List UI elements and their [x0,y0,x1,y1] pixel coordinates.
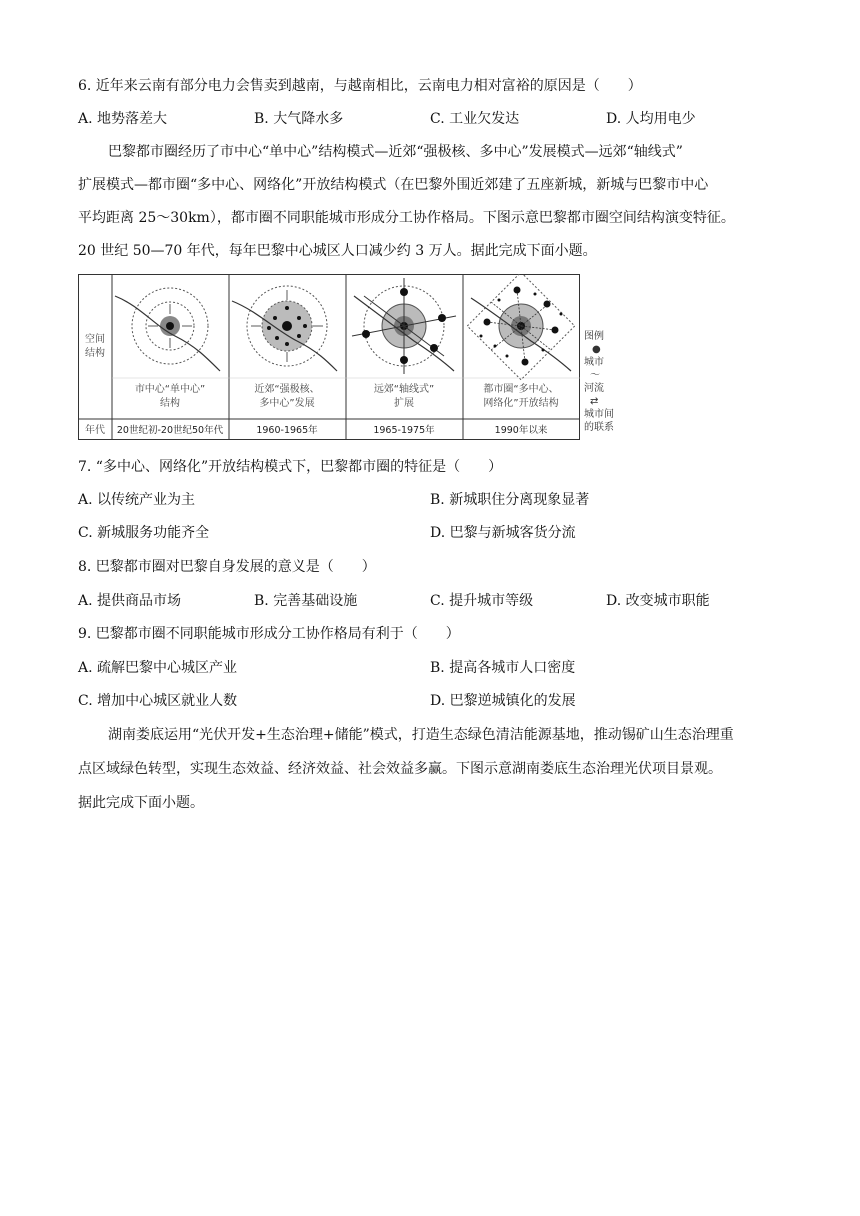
q6-option-c[interactable]: C. 工业欠发达 [430,111,520,127]
stage-4-caption-1: 都市圈“多中心、 [483,384,559,395]
q8-option-c[interactable]: C. 提升城市等级 [430,593,534,609]
panel-4-diagram [467,274,574,380]
stage-1-caption-1: 市中心“单中心” [134,384,206,395]
legend-link-label-2: 的联系 [584,422,614,433]
q7-stem: 7. “多中心、网络化”开放结构模式下，巴黎都市圈的特征是（ ） [78,459,503,475]
q8-option-b[interactable]: B. 完善基础设施 [254,593,358,609]
passage1-line-1: 巴黎都市圈经历了市中心“单中心”结构模式—近郊“强极核、多中心”发展模式—远郊“轴线式” [108,144,683,160]
passage2-line-2: 点区域绿色转型，实现生态效益、经济效益、社会效益多赢。下图示意湖南娄底生态治理光伏项目景观。 [78,761,722,777]
stage-2-year: 1960-1965年 [256,425,318,436]
q8-stem: 8. 巴黎都市圈对巴黎自身发展的意义是（ ） [78,559,376,575]
panel-2-diagram [232,286,337,371]
q8-option-a[interactable]: A. 提供商品市场 [78,593,182,609]
passage2-line-3: 据此完成下面小题。 [78,795,204,811]
q6-option-b[interactable]: B. 大气降水多 [254,111,344,127]
stage-3-year: 1965-1975年 [373,425,435,436]
legend-river-label: 河流 [584,383,604,394]
panel-3-diagram [352,278,456,374]
q7-option-b[interactable]: B. 新城职住分离现象显著 [430,492,590,508]
q7-option-d[interactable]: D. 巴黎与新城客货分流 [430,525,576,541]
stage-3-caption-1: 远郊“轴线式” [373,384,435,395]
legend-city-icon: ● [592,344,601,355]
passage1-line-2: 扩展模式—都市圈“多中心、网络化”开放结构模式（在巴黎外围近郊建了五座新城，新城与巴黎市中心 [78,177,709,193]
stage-4-caption-2: 网络化”开放结构 [483,398,559,409]
q8-option-d[interactable]: D. 改变城市职能 [606,593,710,609]
legend-link-label-1: 城市间 [584,409,614,420]
q7-option-c[interactable]: C. 新城服务功能齐全 [78,525,210,541]
passage1-line-3: 平均距离 25～30km），都市圈不同职能城市形成分工协作格局。下图示意巴黎都市圈空间结构演变特征。 [78,210,735,226]
q6-option-a[interactable]: A. 地势落差大 [78,111,168,127]
q9-option-b[interactable]: B. 提高各城市人口密度 [430,660,576,676]
passage1-line-4: 20 世纪 50—70 年代，每年巴黎中心城区人口减少约 3 万人。据此完成下面小题。 [78,243,597,259]
row-label-line-1: 空间 [85,334,105,345]
panel-1-diagram [115,288,220,371]
legend-city-label: 城市 [584,357,604,368]
stage-2-caption-1: 近郊“强极核、 [254,384,320,395]
q7-option-a[interactable]: A. 以传统产业为主 [78,492,196,508]
legend-title: 图例 [584,331,604,342]
year-row-label: 年代 [85,425,105,436]
paris-structure-figure [78,274,580,440]
figure-legend [584,330,624,434]
stage-1-caption-2: 结构 [160,398,180,409]
figure-frame [79,275,580,440]
q8-options [78,591,768,611]
stage-4-year: 1990年以来 [494,425,548,436]
legend-river-icon: 〜 [590,370,600,381]
stage-2-caption-2: 多中心”发展 [259,398,315,409]
q9-option-a[interactable]: A. 疏解巴黎中心城区产业 [78,660,238,676]
q6-option-d[interactable]: D. 人均用电少 [606,111,696,127]
q9-option-c[interactable]: C. 增加中心城区就业人数 [78,693,238,709]
row-label-line-2: 结构 [85,348,105,359]
passage2-line-1: 湖南娄底运用“光伏开发+生态治理+储能”模式，打造生态绿色清洁能源基地，推动锡矿山生态治理重 [108,727,734,743]
q6-options [78,109,768,129]
legend-link-icon: ⇄ [590,396,599,407]
stage-3-caption-2: 扩展 [394,398,414,409]
stage-1-year: 20世纪初-20世纪50年代 [116,425,224,436]
q9-option-d[interactable]: D. 巴黎逆城镇化的发展 [430,693,576,709]
q6-stem: 6. 近年来云南有部分电力会售卖到越南，与越南相比，云南电力相对富裕的原因是（ ） [78,78,642,94]
q9-stem: 9. 巴黎都市圈不同职能城市形成分工协作格局有利于（ ） [78,626,460,642]
